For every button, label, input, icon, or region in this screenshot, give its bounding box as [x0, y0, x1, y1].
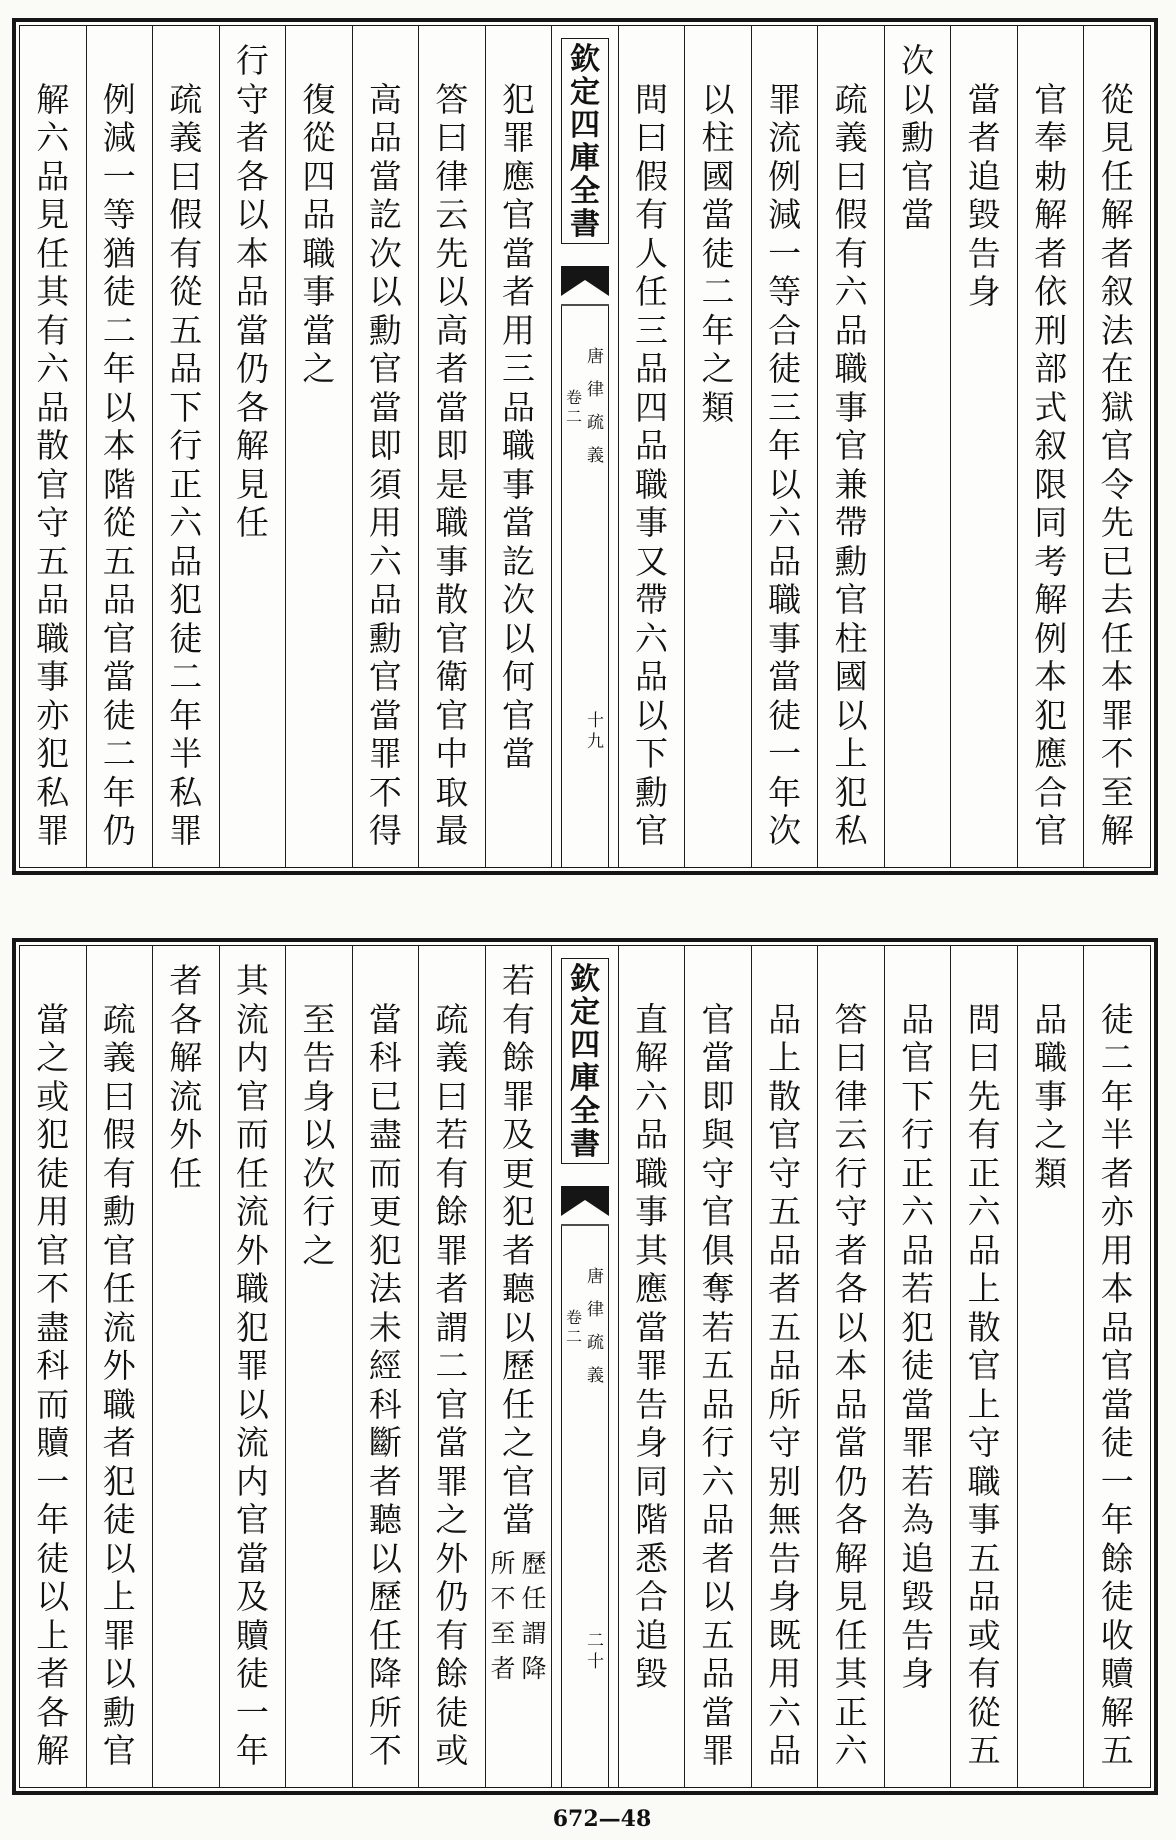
commentary-text: 品官下行正六品若犯徒當罪若為追毀告身: [901, 999, 935, 1693]
fish-tail-shape: [561, 1186, 609, 1216]
spine-series-title: 欽定四庫全書: [569, 42, 600, 242]
text-column: [884, 26, 951, 867]
commentary-text: 答曰律云先以高者當即是職事散官衛官中取最: [435, 79, 469, 850]
spine-folio-number: 十九: [586, 711, 604, 752]
statute-text: 次以勳官當: [901, 41, 935, 234]
statute-text: 者各解流外任: [169, 961, 203, 1193]
commentary-text: 疏義曰假有六品職事官兼帶勳官柱國以上犯私: [834, 79, 868, 850]
text-column: [817, 26, 884, 867]
commentary-text: 當科已盡而更犯法未經科斷者聽以歷任降所不: [368, 999, 402, 1770]
commentary-text: 從見任解者叙法在獄官令先已去任本罪不至解: [1100, 79, 1134, 850]
commentary-text: 問曰假有人任三品四品職事又帶六品以下勳官: [635, 79, 669, 850]
commentary-text: 疏義曰若有餘罪者謂二官當罪之外仍有餘徒或: [435, 999, 469, 1770]
text-column: [1017, 26, 1084, 867]
spine-book-title: 唐律疏義: [586, 347, 604, 466]
spine-folio-number: 二十: [586, 1631, 604, 1672]
upper-half-page: [12, 18, 1158, 875]
commentary-text: 直解六品職事其應當罪告身同階悉合追毀: [635, 999, 669, 1693]
commentary-text: 官當即與守官俱奪若五品行六品者以五品當罪: [701, 999, 735, 1770]
spine-volume: 卷二: [565, 1308, 582, 1346]
commentary-text: 答曰律云行守者各以本品當仍各解見任其正六: [834, 999, 868, 1770]
spine-strip: [561, 1226, 609, 1787]
statute-text: 若有餘罪及更犯者聽以歷任之官當: [501, 961, 535, 1539]
fish-tail-mark: [561, 266, 609, 306]
commentary-text: 徒二年半者亦用本品官當徒一年餘徒收贖解五: [1100, 999, 1134, 1770]
commentary-text: 品上散官守五品者五品所守别無告身既用六品: [768, 999, 802, 1770]
text-column: [950, 946, 1017, 1787]
inner-frame: [19, 25, 1151, 868]
text-column: [418, 946, 485, 1787]
text-column: [618, 26, 685, 867]
spine-title-box: [561, 958, 609, 1164]
statute-text: 其流内官而任流外職犯罪以流内官當及贖徒一年: [235, 961, 269, 1770]
commentary-text: 以柱國當徒二年之類: [701, 79, 735, 427]
text-column: [285, 26, 352, 867]
fish-tail-shape: [561, 266, 609, 296]
spine-series-title: 欽定四庫全書: [569, 962, 600, 1162]
text-column: [86, 946, 153, 1787]
interlinear-note: [490, 1546, 546, 1696]
interlinear-note-left: 所不至者: [490, 1549, 516, 1683]
text-column: [751, 26, 818, 867]
commentary-text: 當者追毀告身: [967, 79, 1001, 311]
spine-volume: 卷二: [565, 388, 582, 426]
text-column: [751, 946, 818, 1787]
text-column: [1083, 26, 1150, 867]
text-column: [20, 946, 86, 1787]
center-spine: [551, 946, 618, 1787]
text-column: [684, 946, 751, 1787]
commentary-text: 高品當訖次以勳官當即須用六品勳官當罪不得: [368, 79, 402, 850]
lower-half-page: [12, 938, 1158, 1795]
spine-strip: [561, 306, 609, 867]
text-column: [285, 946, 352, 1787]
text-column: [684, 26, 751, 867]
inner-frame: [19, 945, 1151, 1788]
text-column: [485, 946, 552, 1787]
text-column: [152, 946, 219, 1787]
text-column: [219, 946, 286, 1787]
text-column: [219, 26, 286, 867]
text-column: [418, 26, 485, 867]
text-column: [950, 26, 1017, 867]
text-column: [1083, 946, 1150, 1787]
commentary-text: 疏義曰假有從五品下行正六品犯徒二年半私罪: [169, 79, 203, 850]
text-column: [152, 26, 219, 867]
spine-title-box: [561, 38, 609, 244]
text-column: [1017, 946, 1084, 1787]
interlinear-note-right: 歷任謂降: [521, 1549, 547, 1683]
page-number: 672—48: [552, 1806, 652, 1832]
text-column: [352, 26, 419, 867]
commentary-text: 解六品見任其有六品散官守五品職事亦犯私罪: [36, 79, 70, 850]
spine-book-title: 唐律疏義: [586, 1267, 604, 1386]
commentary-text: 例減一等猶徒二年以本階從五品官當徒二年仍: [102, 79, 136, 850]
commentary-text: 問曰先有正六品上散官上守職事五品或有從五: [967, 999, 1001, 1770]
text-column: [20, 26, 86, 867]
text-column: [86, 26, 153, 867]
statute-text: 行守者各以本品當仍各解見任: [235, 41, 269, 542]
commentary-text: 疏義曰假有勳官任流外職者犯徒以上罪以勳官: [102, 999, 136, 1770]
commentary-text: 罪流例減一等合徒三年以六品職事當徒一年次: [768, 79, 802, 850]
commentary-text: 復從四品職事當之: [302, 79, 336, 388]
commentary-text: 犯罪應官當者用三品職事當訖次以何官當: [501, 79, 535, 773]
text-column: [817, 946, 884, 1787]
text-column: [884, 946, 951, 1787]
commentary-text: 至告身以次行之: [302, 999, 336, 1270]
commentary-text: 當之或犯徒用官不盡科而贖一年徒以上者各解: [36, 999, 70, 1770]
fish-tail-mark: [561, 1186, 609, 1226]
text-column: [618, 946, 685, 1787]
commentary-text: 品職事之類: [1034, 999, 1068, 1193]
text-column: [485, 26, 552, 867]
commentary-text: 官奉勅解者依刑部式叙限同考解例本犯應合官: [1034, 79, 1068, 850]
center-spine: [551, 26, 618, 867]
text-column: [352, 946, 419, 1787]
